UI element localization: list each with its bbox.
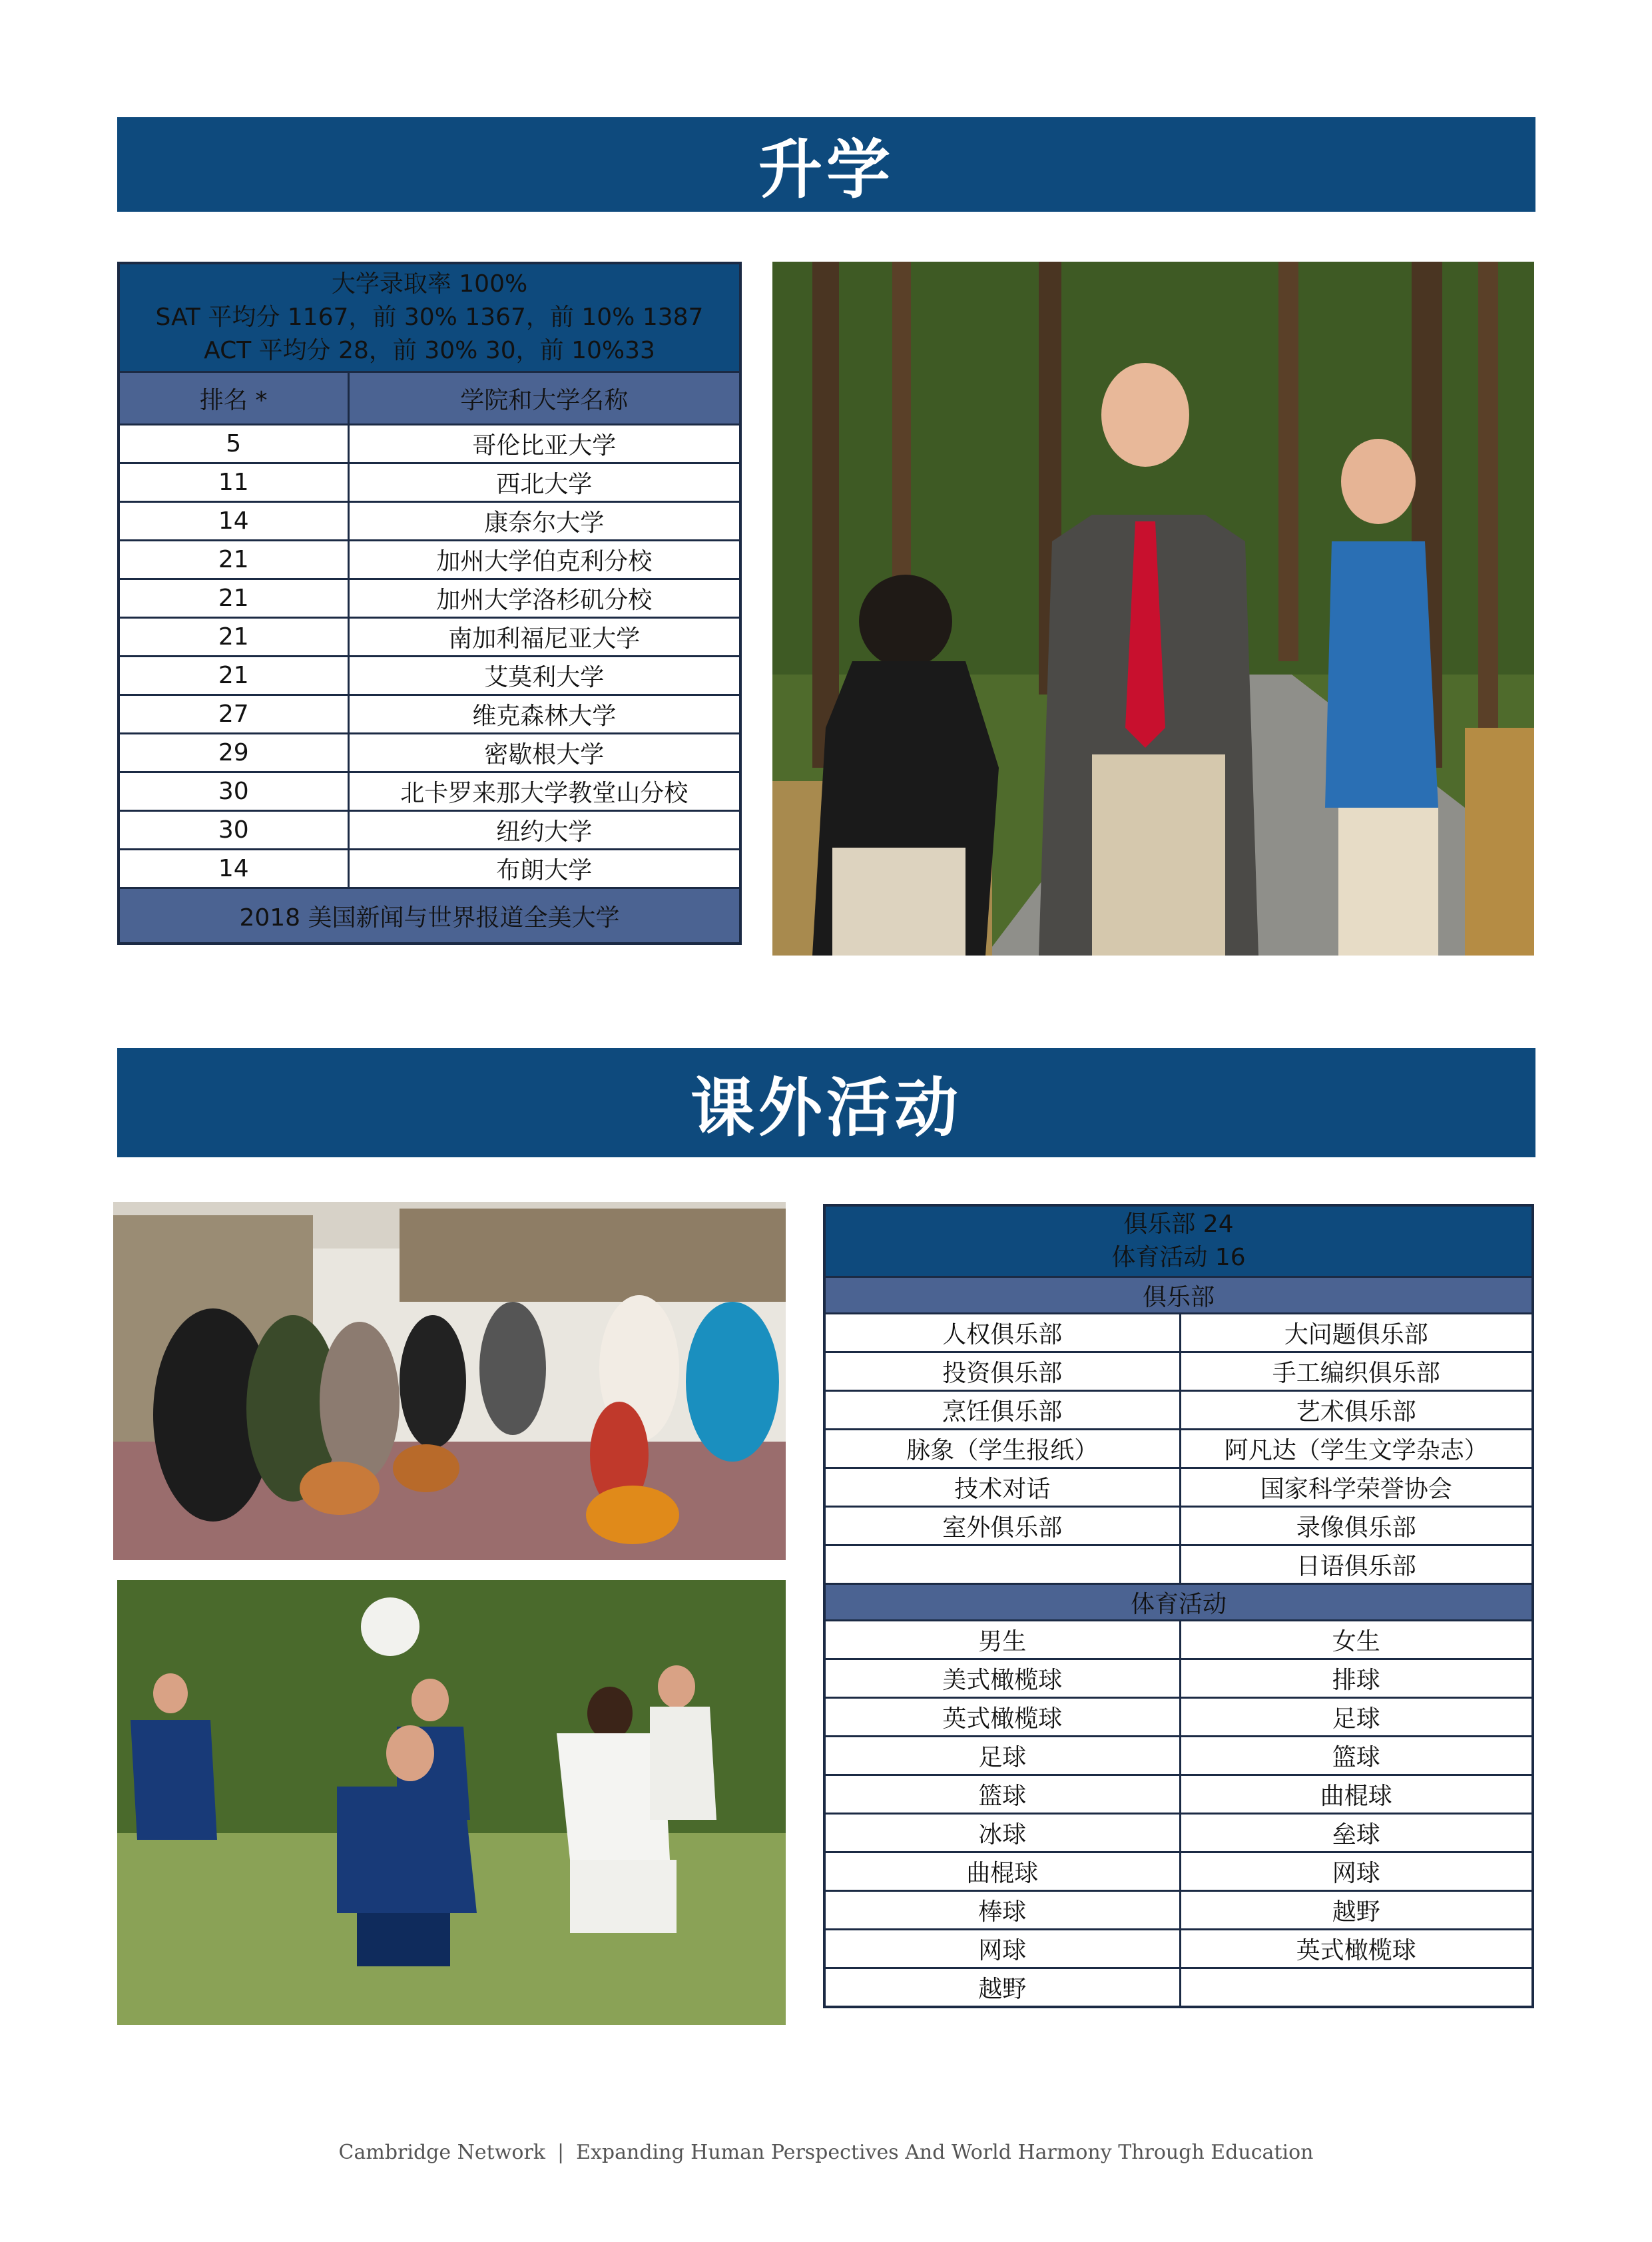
sat-scores: SAT 平均分 1167，前 30% 1367，前 10% 1387 xyxy=(155,304,704,331)
rank-cell: 14 xyxy=(119,850,348,888)
rank-cell: 30 xyxy=(119,772,348,811)
rank-cell: 11 xyxy=(119,463,348,502)
college-name-cell: 南加利福尼亚大学 xyxy=(348,618,740,657)
footer-tagline: Expanding Human Perspectives And World Harmony Through Education xyxy=(576,2141,1314,2164)
boys-sport-cell: 美式橄榄球 xyxy=(824,1659,1180,1698)
footer-brand: Cambridge Network xyxy=(338,2141,545,2164)
table-row xyxy=(119,579,740,618)
table-row xyxy=(824,1891,1533,1930)
club-cell: 阿凡达（学生文学杂志） xyxy=(1180,1430,1533,1468)
rank-cell: 21 xyxy=(119,657,348,695)
girls-sport-cell: 排球 xyxy=(1180,1659,1533,1698)
girls-sport-cell xyxy=(1180,1968,1533,2008)
college-name-cell: 加州大学洛杉矶分校 xyxy=(348,579,740,618)
college-name-cell: 哥伦比亚大学 xyxy=(348,425,740,463)
table-row xyxy=(824,1814,1533,1852)
college-name-column-header: 学院和大学名称 xyxy=(348,372,740,425)
table-row xyxy=(824,1545,1533,1584)
table-footer-row xyxy=(119,888,740,944)
girls-sport-cell: 足球 xyxy=(1180,1698,1533,1737)
table-row xyxy=(824,1930,1533,1968)
table-row xyxy=(119,618,740,657)
rank-cell: 21 xyxy=(119,618,348,657)
campus-walk-photo xyxy=(772,262,1534,956)
drum-circle-photo xyxy=(113,1202,786,1560)
boys-sport-cell: 棒球 xyxy=(824,1891,1180,1930)
table-row xyxy=(119,850,740,888)
table-row xyxy=(119,734,740,772)
college-name-cell: 维克森林大学 xyxy=(348,695,740,734)
admissions-stats xyxy=(119,263,740,372)
table-row xyxy=(119,425,740,463)
sports-count: 体育活动 16 xyxy=(1111,1244,1246,1271)
club-cell: 烹饪俱乐部 xyxy=(824,1391,1180,1430)
page-footer xyxy=(0,2141,1652,2164)
table-row xyxy=(824,1507,1533,1545)
table-row xyxy=(119,657,740,695)
club-cell: 艺术俱乐部 xyxy=(1180,1391,1533,1430)
club-cell: 投资俱乐部 xyxy=(824,1352,1180,1391)
college-name-cell: 艾莫利大学 xyxy=(348,657,740,695)
table-row xyxy=(119,811,740,850)
girls-sport-cell: 网球 xyxy=(1180,1852,1533,1891)
college-name-cell: 康奈尔大学 xyxy=(348,502,740,541)
table-row xyxy=(119,502,740,541)
girls-sport-cell: 越野 xyxy=(1180,1891,1533,1930)
clubs-heading: 俱乐部 xyxy=(824,1277,1533,1314)
clubs-heading-row xyxy=(824,1277,1533,1314)
club-cell xyxy=(824,1545,1180,1584)
activities-table xyxy=(823,1204,1534,2008)
rank-cell: 29 xyxy=(119,734,348,772)
table-row xyxy=(824,1621,1533,1659)
rank-cell: 21 xyxy=(119,579,348,618)
college-name-cell: 纽约大学 xyxy=(348,811,740,850)
girls-sport-cell: 垒球 xyxy=(1180,1814,1533,1852)
table-row xyxy=(824,1468,1533,1507)
footer-separator: | xyxy=(557,2141,565,2164)
admissions-banner xyxy=(117,117,1535,212)
activity-counts xyxy=(824,1205,1533,1277)
act-scores: ACT 平均分 28，前 30% 30，前 10%33 xyxy=(204,337,655,364)
rank-cell: 5 xyxy=(119,425,348,463)
girls-sport-cell: 曲棍球 xyxy=(1180,1775,1533,1814)
admissions-title: 升学 xyxy=(758,132,894,207)
club-cell: 手工编织俱乐部 xyxy=(1180,1352,1533,1391)
table-row xyxy=(824,1391,1533,1430)
college-name-cell: 加州大学伯克利分校 xyxy=(348,541,740,579)
table-column-headers xyxy=(119,372,740,425)
table-row xyxy=(824,1737,1533,1775)
boys-sport-cell: 曲棍球 xyxy=(824,1852,1180,1891)
college-name-cell: 西北大学 xyxy=(348,463,740,502)
rank-column-header: 排名 * xyxy=(119,372,348,425)
club-cell: 脉象（学生报纸） xyxy=(824,1430,1180,1468)
girls-sport-cell: 英式橄榄球 xyxy=(1180,1930,1533,1968)
college-rankings-table xyxy=(117,262,742,945)
club-cell: 录像俱乐部 xyxy=(1180,1507,1533,1545)
table-row xyxy=(824,1352,1533,1391)
table-row xyxy=(824,1314,1533,1352)
club-cell: 大问题俱乐部 xyxy=(1180,1314,1533,1352)
college-name-cell: 布朗大学 xyxy=(348,850,740,888)
table-row xyxy=(119,695,740,734)
table-row xyxy=(824,1968,1533,2008)
table-row xyxy=(824,1698,1533,1737)
rank-cell: 21 xyxy=(119,541,348,579)
activity-counts-header xyxy=(824,1205,1533,1277)
table-source-note: 2018 美国新闻与世界报道全美大学 xyxy=(119,888,740,944)
club-cell: 国家科学荣誉协会 xyxy=(1180,1468,1533,1507)
rank-cell: 14 xyxy=(119,502,348,541)
boys-sport-cell: 男生 xyxy=(824,1621,1180,1659)
club-cell: 人权俱乐部 xyxy=(824,1314,1180,1352)
table-row xyxy=(824,1659,1533,1698)
sports-heading-row xyxy=(824,1584,1533,1621)
table-row xyxy=(119,541,740,579)
sports-heading: 体育活动 xyxy=(824,1584,1533,1621)
boys-sport-cell: 足球 xyxy=(824,1737,1180,1775)
table-row xyxy=(119,463,740,502)
table-row xyxy=(119,772,740,811)
club-cell: 日语俱乐部 xyxy=(1180,1545,1533,1584)
club-cell: 室外俱乐部 xyxy=(824,1507,1180,1545)
rank-cell: 27 xyxy=(119,695,348,734)
boys-sport-cell: 篮球 xyxy=(824,1775,1180,1814)
acceptance-rate: 大学录取率 100% xyxy=(331,270,528,298)
table-row xyxy=(824,1775,1533,1814)
table-row xyxy=(824,1852,1533,1891)
girls-sport-cell: 女生 xyxy=(1180,1621,1533,1659)
activities-title: 课外活动 xyxy=(690,1070,962,1145)
girls-sport-cell: 篮球 xyxy=(1180,1737,1533,1775)
college-name-cell: 北卡罗来那大学教堂山分校 xyxy=(348,772,740,811)
table-row xyxy=(824,1430,1533,1468)
club-cell: 技术对话 xyxy=(824,1468,1180,1507)
club-count: 俱乐部 24 xyxy=(1123,1211,1234,1238)
soccer-game-photo xyxy=(117,1580,786,2025)
admissions-stats-header xyxy=(119,263,740,372)
activities-banner xyxy=(117,1048,1535,1157)
boys-sport-cell: 越野 xyxy=(824,1968,1180,2008)
boys-sport-cell: 英式橄榄球 xyxy=(824,1698,1180,1737)
rank-cell: 30 xyxy=(119,811,348,850)
boys-sport-cell: 网球 xyxy=(824,1930,1180,1968)
boys-sport-cell: 冰球 xyxy=(824,1814,1180,1852)
college-name-cell: 密歇根大学 xyxy=(348,734,740,772)
